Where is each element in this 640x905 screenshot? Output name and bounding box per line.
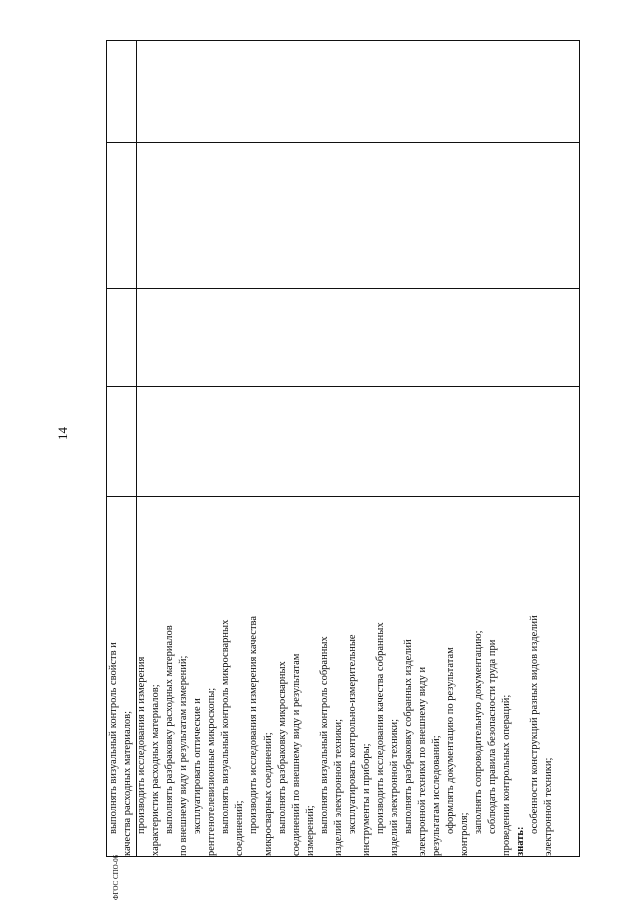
- footer-document-code: ФГОС СПО-06: [112, 854, 120, 900]
- text-line: результатам исследований;: [431, 735, 443, 856]
- text-line: выполнять разбраковку микросварных: [276, 661, 288, 834]
- text-line: эксплуатировать контрольно-измерительные: [346, 634, 358, 834]
- text-line: оформлять документацию по результатам: [445, 647, 457, 834]
- text-line: заполнять сопроводительную документацию;: [473, 630, 485, 834]
- text-line: выполнять разбраковку расходных материалов: [164, 625, 176, 834]
- text-line: соединений;: [234, 800, 246, 856]
- text-line: особенности конструкций разных видов изделий: [529, 615, 541, 834]
- text-line: измерений;: [304, 805, 316, 856]
- text-line: контроля;: [459, 812, 471, 856]
- text-line: производить исследования и измерения: [136, 656, 148, 834]
- text-line: характеристик расходных материалов;: [150, 684, 162, 856]
- table-row-divider: [106, 288, 580, 289]
- table-row-divider: [106, 142, 580, 143]
- text-line: выполнять визуальный контроль собранных: [318, 636, 330, 834]
- text-line: микросварных соединений;: [262, 732, 274, 856]
- text-line: электронной техники по внешнему виду и: [417, 666, 429, 856]
- text-line: соединений по внешнему виду и результатам: [290, 653, 302, 856]
- text-line: эксплуатировать оптические и: [192, 698, 204, 834]
- text-line: проведении контрольных операций;: [501, 694, 513, 856]
- table-row-divider: [106, 496, 580, 497]
- competency-text-block: [106, 532, 555, 862]
- text-line: выполнять визуальный контроль свойств и: [108, 642, 119, 834]
- text-line: изделий электронной техники;: [388, 718, 400, 856]
- text-line: изделий электронной техники;: [332, 718, 344, 856]
- text-line: по внешнему виду и результатам измерений;: [178, 655, 190, 856]
- text-line: рентгенотелевизионные микроскопы;: [206, 687, 218, 856]
- text-line: качества расходных материалов;: [122, 710, 134, 856]
- text-line: производить исследования и измерения качества: [248, 615, 260, 834]
- text-line: выполнять разбраковку собранных изделий: [402, 639, 414, 834]
- text-line: электронной техники;: [543, 757, 555, 856]
- text-line: соблюдать правила безопасности труда при: [487, 639, 499, 834]
- text-line: знать:: [515, 826, 527, 856]
- page-number: 14: [55, 427, 70, 440]
- text-line: инструменты и приборы;: [360, 743, 372, 856]
- table-row-divider: [106, 386, 580, 387]
- text-line: выполнять визуальный контроль микросварных: [220, 619, 232, 834]
- text-line: производить исследования качества собранных: [374, 622, 386, 834]
